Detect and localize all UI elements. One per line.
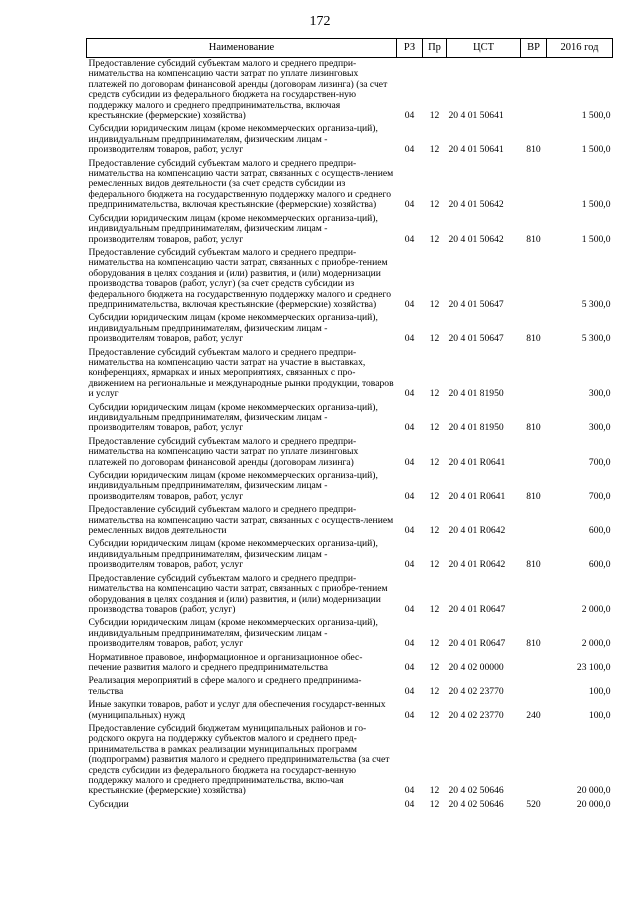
table-row [87, 312, 613, 346]
row-pr: 12 [429, 456, 440, 468]
row-pr: 12 [429, 233, 440, 245]
table-row [87, 470, 613, 504]
table-row [87, 58, 613, 124]
row-rz: 04 [404, 199, 415, 211]
header-vr: ВР [521, 39, 547, 58]
row-amount: 700,0 [588, 456, 611, 468]
row-rz: 04 [404, 490, 415, 502]
row-vr [521, 347, 547, 402]
row-amount: 20 000,0 [576, 798, 611, 810]
row-vr [521, 158, 547, 213]
row-rz: 04 [404, 233, 415, 245]
row-amount: 300,0 [588, 422, 611, 434]
row-vr: 810 [526, 638, 541, 650]
row-rz: 04 [404, 144, 415, 156]
row-pr: 12 [429, 798, 440, 810]
row-cst: 20 4 01 R0642 [448, 525, 506, 537]
row-rz: 04 [404, 785, 415, 797]
row-vr [521, 247, 547, 312]
row-pr: 12 [429, 110, 440, 122]
header-name: Наименование [87, 39, 397, 58]
row-vr [521, 504, 547, 538]
row-name: Субсидии юридическим лицам (кроме некоммерческих организа-ций), индивидуальным предпринимателям, физическим лицам - производителям товаров, работ, услуг [88, 312, 378, 345]
row-rz: 04 [404, 110, 415, 122]
row-name: Нормативное правовое, информационное и организационное обес-печение развития малого и среднего предпринимательства [88, 651, 363, 673]
table-row [87, 617, 613, 651]
row-cst: 20 4 01 50647 [448, 333, 504, 345]
row-amount: 1 500,0 [581, 233, 611, 245]
row-vr [521, 652, 547, 676]
row-rz: 04 [404, 638, 415, 650]
row-amount: 600,0 [588, 525, 611, 537]
table-row [87, 799, 613, 812]
row-amount: 5 300,0 [581, 298, 611, 310]
row-cst: 20 4 01 R0647 [448, 638, 506, 650]
row-pr: 12 [429, 298, 440, 310]
row-amount: 300,0 [588, 388, 611, 400]
table-row [87, 723, 613, 799]
row-cst: 20 4 02 50646 [448, 798, 504, 810]
row-amount: 100,0 [588, 709, 611, 721]
row-cst: 20 4 01 R0641 [448, 456, 506, 468]
row-pr: 12 [429, 709, 440, 721]
row-name: Предоставление субсидий субъектам малого и среднего предпри-нимательства на компенсацию части затрат, связанных с приобре-тением оборудования в целях создания и (или) развития, и (или) модернизации производства товаров (работ, услуг) [88, 572, 388, 615]
header-rz: РЗ [397, 39, 423, 58]
row-pr: 12 [429, 144, 440, 156]
row-cst: 20 4 01 50641 [448, 110, 504, 122]
row-cst: 20 4 01 50642 [448, 199, 504, 211]
row-name: Субсидии юридическим лицам (кроме некоммерческих организа-ций), индивидуальным предпринимателям, физическим лицам - производителям товаров, работ, услуг [88, 401, 378, 434]
row-amount: 1 500,0 [581, 199, 611, 211]
row-cst: 20 4 02 23770 [448, 709, 504, 721]
row-cst: 20 4 02 00000 [448, 661, 504, 673]
row-rz: 04 [404, 661, 415, 673]
row-name: Предоставление субсидий субъектам малого и среднего предпри-нимательства на компенсацию части затрат по уплате лизинговых платежей по договорам финансовой аренды (договорам лизинга) (за счет средств субсидии из федерального бюджета на государствен-ную поддержку малого и среднего предпринимательства, включая крестьянские (фермерские) хозяйства) [88, 58, 388, 122]
row-name: Предоставление субсидий субъектам малого и среднего предпри-нимательства на компенсацию части затрат, связанных с осуществ-лением ремесленных видов деятельности [88, 504, 394, 537]
row-name: Субсидии [88, 798, 129, 810]
table-body [87, 58, 613, 813]
row-name: Предоставление субсидий субъектам малого и среднего предпри-нимательства на компенсацию части затрат на участие в выставках, конференциях, ярмарках и иных мероприятиях, связанных с про-движением на региональные и международные рынки продукции, товаров и услуг [88, 346, 394, 400]
row-name: Предоставление субсидий субъектам малого и среднего предпри-нимательства на компенсацию части затрат, связанных с приобре-тением оборудования в целях создания и (или) развития, и (или) модернизации производства товаров (работ, услуг) (за счет средств субсидии из федерального бюджета на государственную поддержку малого и среднего предпринимательства, включая крестьянские (фермерские) хозяйства) [88, 246, 392, 310]
row-amount: 2 000,0 [581, 638, 611, 650]
row-name: Субсидии юридическим лицам (кроме некоммерческих организа-ций), индивидуальным предпринимателям, физическим лицам - производителям товаров, работ, услуг [88, 123, 378, 156]
row-pr: 12 [429, 685, 440, 697]
row-amount: 5 300,0 [581, 333, 611, 345]
row-cst: 20 4 01 50642 [448, 233, 504, 245]
header-pr: Пр [423, 39, 447, 58]
row-rz: 04 [404, 603, 415, 615]
table-row [87, 573, 613, 618]
row-cst: 20 4 01 50647 [448, 298, 504, 310]
budget-table [86, 38, 613, 812]
row-name: Субсидии юридическим лицам (кроме некоммерческих организа-ций), индивидуальным предпринимателям, физическим лицам - производителям товаров, работ, услуг [88, 538, 378, 571]
row-vr: 810 [526, 333, 541, 345]
row-rz: 04 [404, 685, 415, 697]
row-rz: 04 [404, 333, 415, 345]
row-name: Иные закупки товаров, работ и услуг для обеспечения государст-венных (муниципальных) нужд [88, 699, 386, 721]
row-pr: 12 [429, 785, 440, 797]
row-amount: 700,0 [588, 490, 611, 502]
row-rz: 04 [404, 709, 415, 721]
row-cst: 20 4 01 R0642 [448, 559, 506, 571]
row-vr: 810 [526, 233, 541, 245]
row-pr: 12 [429, 638, 440, 650]
row-vr [521, 723, 547, 799]
table-row [87, 123, 613, 157]
row-cst: 20 4 01 50641 [448, 144, 504, 156]
row-pr: 12 [429, 199, 440, 211]
table-row [87, 158, 613, 213]
page-number: 172 [309, 14, 331, 29]
row-cst: 20 4 01 R0641 [448, 490, 506, 502]
row-vr: 520 [526, 798, 541, 810]
row-pr: 12 [429, 388, 440, 400]
row-vr [521, 436, 547, 470]
row-rz: 04 [404, 422, 415, 434]
row-vr: 810 [526, 490, 541, 502]
row-name: Субсидии юридическим лицам (кроме некоммерческих организа-ций), индивидуальным предпринимателям, физическим лицам - производителям товаров, работ, услуг [88, 212, 378, 245]
row-rz: 04 [404, 559, 415, 571]
table-row [87, 402, 613, 436]
table-header-row [87, 39, 613, 58]
table-row [87, 213, 613, 247]
row-vr [521, 573, 547, 618]
row-rz: 04 [404, 798, 415, 810]
row-vr [521, 58, 547, 124]
row-pr: 12 [429, 559, 440, 571]
row-name: Реализация мероприятий в сфере малого и среднего предпринима-тельства [88, 675, 362, 697]
row-name: Предоставление субсидий субъектам малого и среднего предпри-нимательства на компенсацию части затрат по уплате лизинговых платежей по договорам финансовой аренды (договорам лизинга) [88, 435, 359, 468]
row-amount: 20 000,0 [576, 785, 611, 797]
row-pr: 12 [429, 333, 440, 345]
row-vr: 240 [526, 709, 541, 721]
row-amount: 23 100,0 [576, 661, 611, 673]
header-year: 2016 год [547, 39, 613, 58]
row-rz: 04 [404, 388, 415, 400]
row-name: Субсидии юридическим лицам (кроме некоммерческих организа-ций), индивидуальным предпринимателям, физическим лицам - производителям товаров, работ, услуг [88, 617, 378, 650]
row-amount: 600,0 [588, 559, 611, 571]
row-name: Предоставление субсидий бюджетам муниципальных районов и го-родского округа на поддержку субъектов малого и среднего пред-принимательства в рамках реализации муниципальных программ (подпрограмм) развития малого и среднего предпринимательства (за счет средств субсидии из федерального бюджета на государст-венную поддержку малого и среднего предпринимательства, вклю-чая крестьянские (фермерские) хозяйства) [88, 722, 390, 797]
table-row [87, 504, 613, 538]
row-pr: 12 [429, 603, 440, 615]
table-row [87, 675, 613, 699]
row-pr: 12 [429, 661, 440, 673]
row-cst: 20 4 02 50646 [448, 785, 504, 797]
row-rz: 04 [404, 298, 415, 310]
row-cst: 20 4 01 R0647 [448, 603, 506, 615]
row-vr [521, 675, 547, 699]
row-rz: 04 [404, 525, 415, 537]
row-vr: 810 [526, 144, 541, 156]
row-amount: 1 500,0 [581, 144, 611, 156]
row-rz: 04 [404, 456, 415, 468]
row-name: Субсидии юридическим лицам (кроме некоммерческих организа-ций), индивидуальным предпринимателям, физическим лицам - производителям товаров, работ, услуг [88, 470, 378, 502]
table-row [87, 652, 613, 676]
row-vr: 810 [526, 559, 541, 571]
row-pr: 12 [429, 525, 440, 537]
table-row [87, 699, 613, 723]
table-row [87, 538, 613, 572]
row-cst: 20 4 01 81950 [448, 388, 504, 400]
header-cst: ЦСТ [447, 39, 521, 58]
table-row [87, 347, 613, 402]
row-vr: 810 [526, 422, 541, 434]
row-pr: 12 [429, 422, 440, 434]
table-row [87, 247, 613, 312]
row-pr: 12 [429, 490, 440, 502]
row-amount: 2 000,0 [581, 603, 611, 615]
table-row [87, 436, 613, 470]
row-cst: 20 4 02 23770 [448, 685, 504, 697]
row-cst: 20 4 01 81950 [448, 422, 504, 434]
row-amount: 100,0 [588, 685, 611, 697]
row-name: Предоставление субсидий субъектам малого и среднего предпри-нимательства на компенсацию части затрат, связанных с осуществ-лением ремесленных видов деятельности (за счет средств субсидии из федерального бюджета на государственную поддержку малого и среднего предпринимательства, включая крестьянские (фермерские) хозяйства) [88, 157, 394, 211]
row-amount: 1 500,0 [581, 110, 611, 122]
